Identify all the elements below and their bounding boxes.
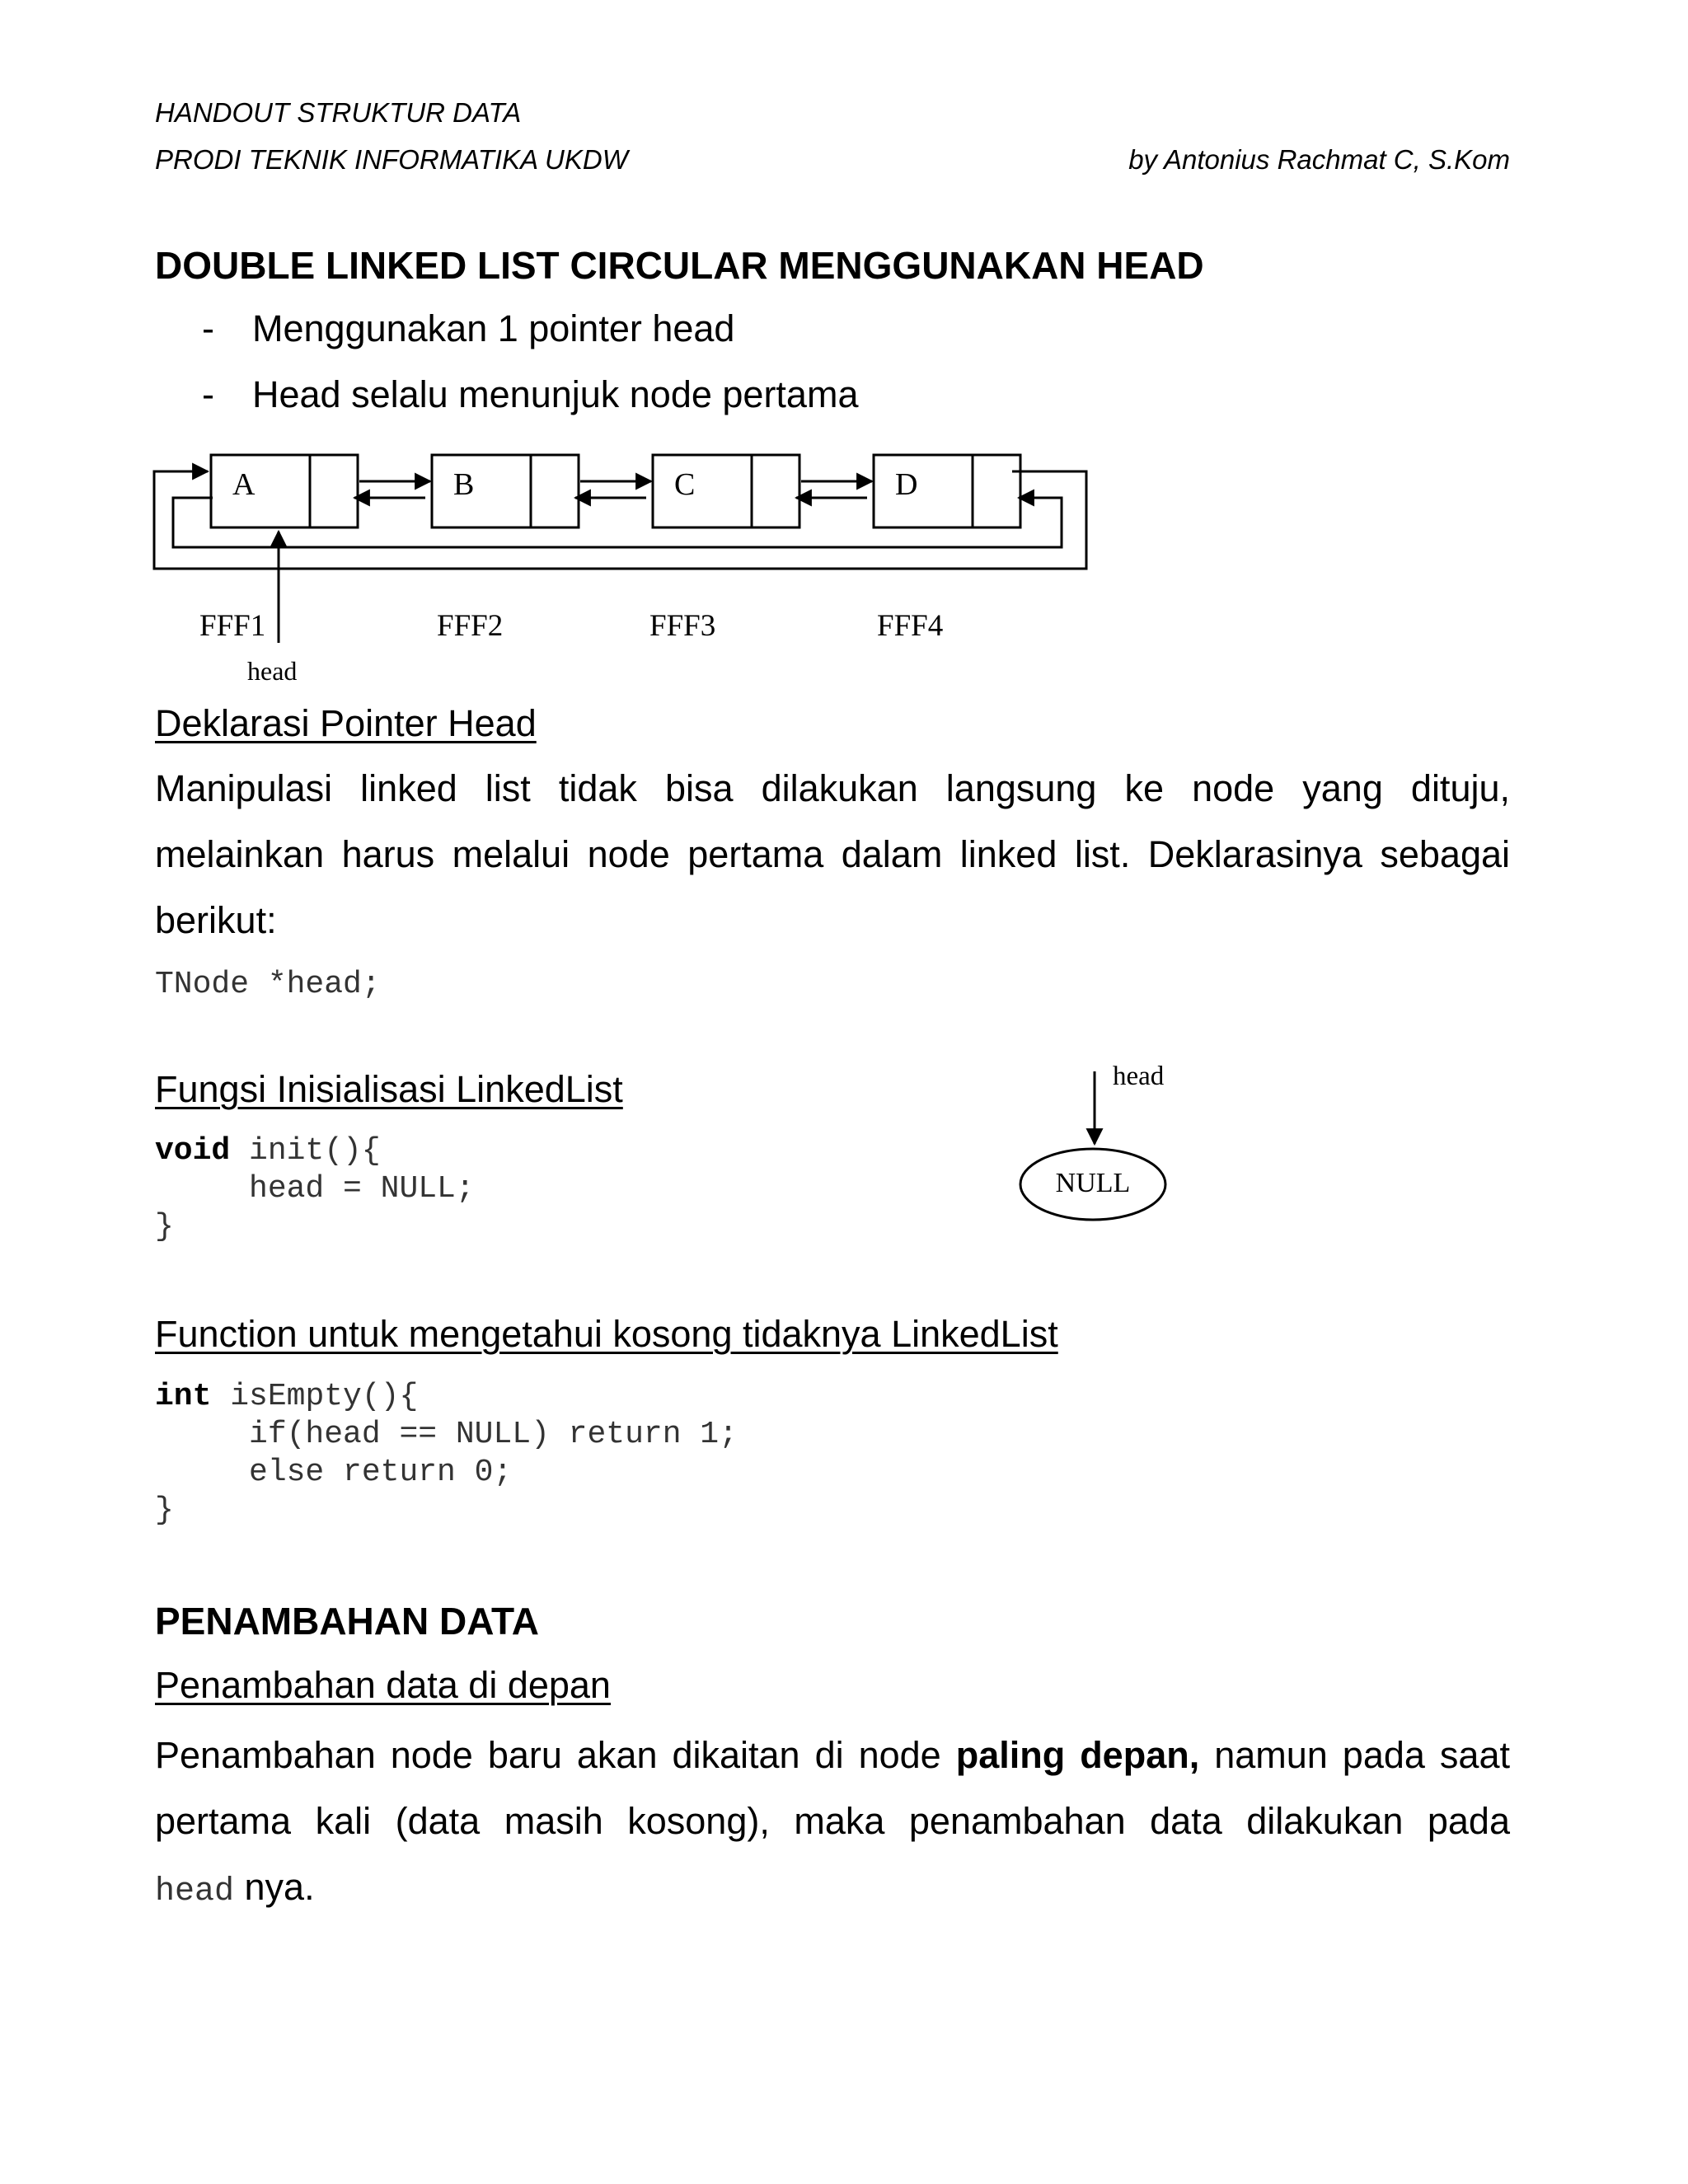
department-label: PRODI TEKNIK INFORMATIKA UKDW: [155, 144, 628, 175]
bullet-item: Head selalu menunjuk node pertama: [252, 373, 859, 415]
bullet-dash: -: [202, 307, 214, 349]
author-label: by Antonius Rachmat C, S.Kom: [1128, 144, 1510, 175]
heading-deklarasi: Deklarasi Pointer Head: [155, 702, 537, 744]
heading-init: Fungsi Inisialisasi LinkedList: [155, 1068, 623, 1110]
handout-title: HANDOUT STRUKTUR DATA: [155, 97, 522, 128]
code-text: head = NULL;: [155, 1171, 475, 1207]
code-keyword: void: [155, 1133, 231, 1169]
code-block-init: [155, 1132, 475, 1246]
paragraph-line: melainkan harus melalui node pertama dalam linked list. Deklarasinya sebagai: [155, 833, 1510, 875]
code-text: init(){: [230, 1133, 381, 1169]
paragraph-line: berikut:: [155, 899, 277, 941]
address-label-fff3: FFF3: [649, 609, 716, 643]
node-label-a: A: [232, 467, 256, 502]
code-keyword: int: [155, 1379, 212, 1414]
paragraph-line: pertama kali (data masih kosong), maka penambahan data dilakukan pada: [155, 1800, 1510, 1842]
code-text: else return 0;: [155, 1455, 513, 1490]
text-run: nya.: [234, 1866, 315, 1908]
inline-code: head: [155, 1873, 235, 1910]
code-text: isEmpty(){: [211, 1379, 419, 1414]
paragraph-line: [155, 1722, 1510, 1788]
code-block-isempty: [155, 1378, 738, 1530]
bullet-item: Menggunakan 1 pointer head: [252, 307, 735, 349]
head-pointer-label: head: [247, 656, 298, 686]
paragraph-line: Manipulasi linked list tidak bisa dilakukan langsung ke node yang dituju,: [155, 767, 1510, 809]
address-label-fff1: FFF1: [199, 609, 266, 643]
code-text: }: [155, 1209, 174, 1244]
code-text: if(head == NULL) return 1;: [155, 1417, 738, 1452]
heading-penambahan-depan: Penambahan data di depan: [155, 1664, 611, 1706]
null-label: NULL: [1055, 1168, 1131, 1198]
paragraph-line: [155, 1854, 315, 1925]
text-run: Penambahan node baru akan dikaitan di node: [155, 1734, 956, 1776]
text-run: namun pada saat: [1199, 1734, 1510, 1776]
heading-isempty: Function untuk mengetahui kosong tidaknya LinkedList: [155, 1313, 1058, 1355]
text-bold: paling depan,: [955, 1734, 1200, 1776]
address-label-fff2: FFF2: [437, 609, 504, 643]
address-label-fff4: FFF4: [877, 609, 944, 643]
section-title-penambahan: PENAMBAHAN DATA: [155, 1600, 539, 1643]
bullet-dash: -: [202, 373, 214, 415]
head-label: head: [1113, 1062, 1165, 1091]
code-declaration: TNode *head;: [155, 967, 381, 1002]
node-label-d: D: [895, 467, 918, 502]
node-label-b: B: [453, 467, 475, 502]
node-label-c: C: [674, 467, 696, 502]
code-text: }: [155, 1493, 174, 1528]
section-title-dll-circular: DOUBLE LINKED LIST CIRCULAR MENGGUNAKAN HEAD: [155, 244, 1204, 287]
